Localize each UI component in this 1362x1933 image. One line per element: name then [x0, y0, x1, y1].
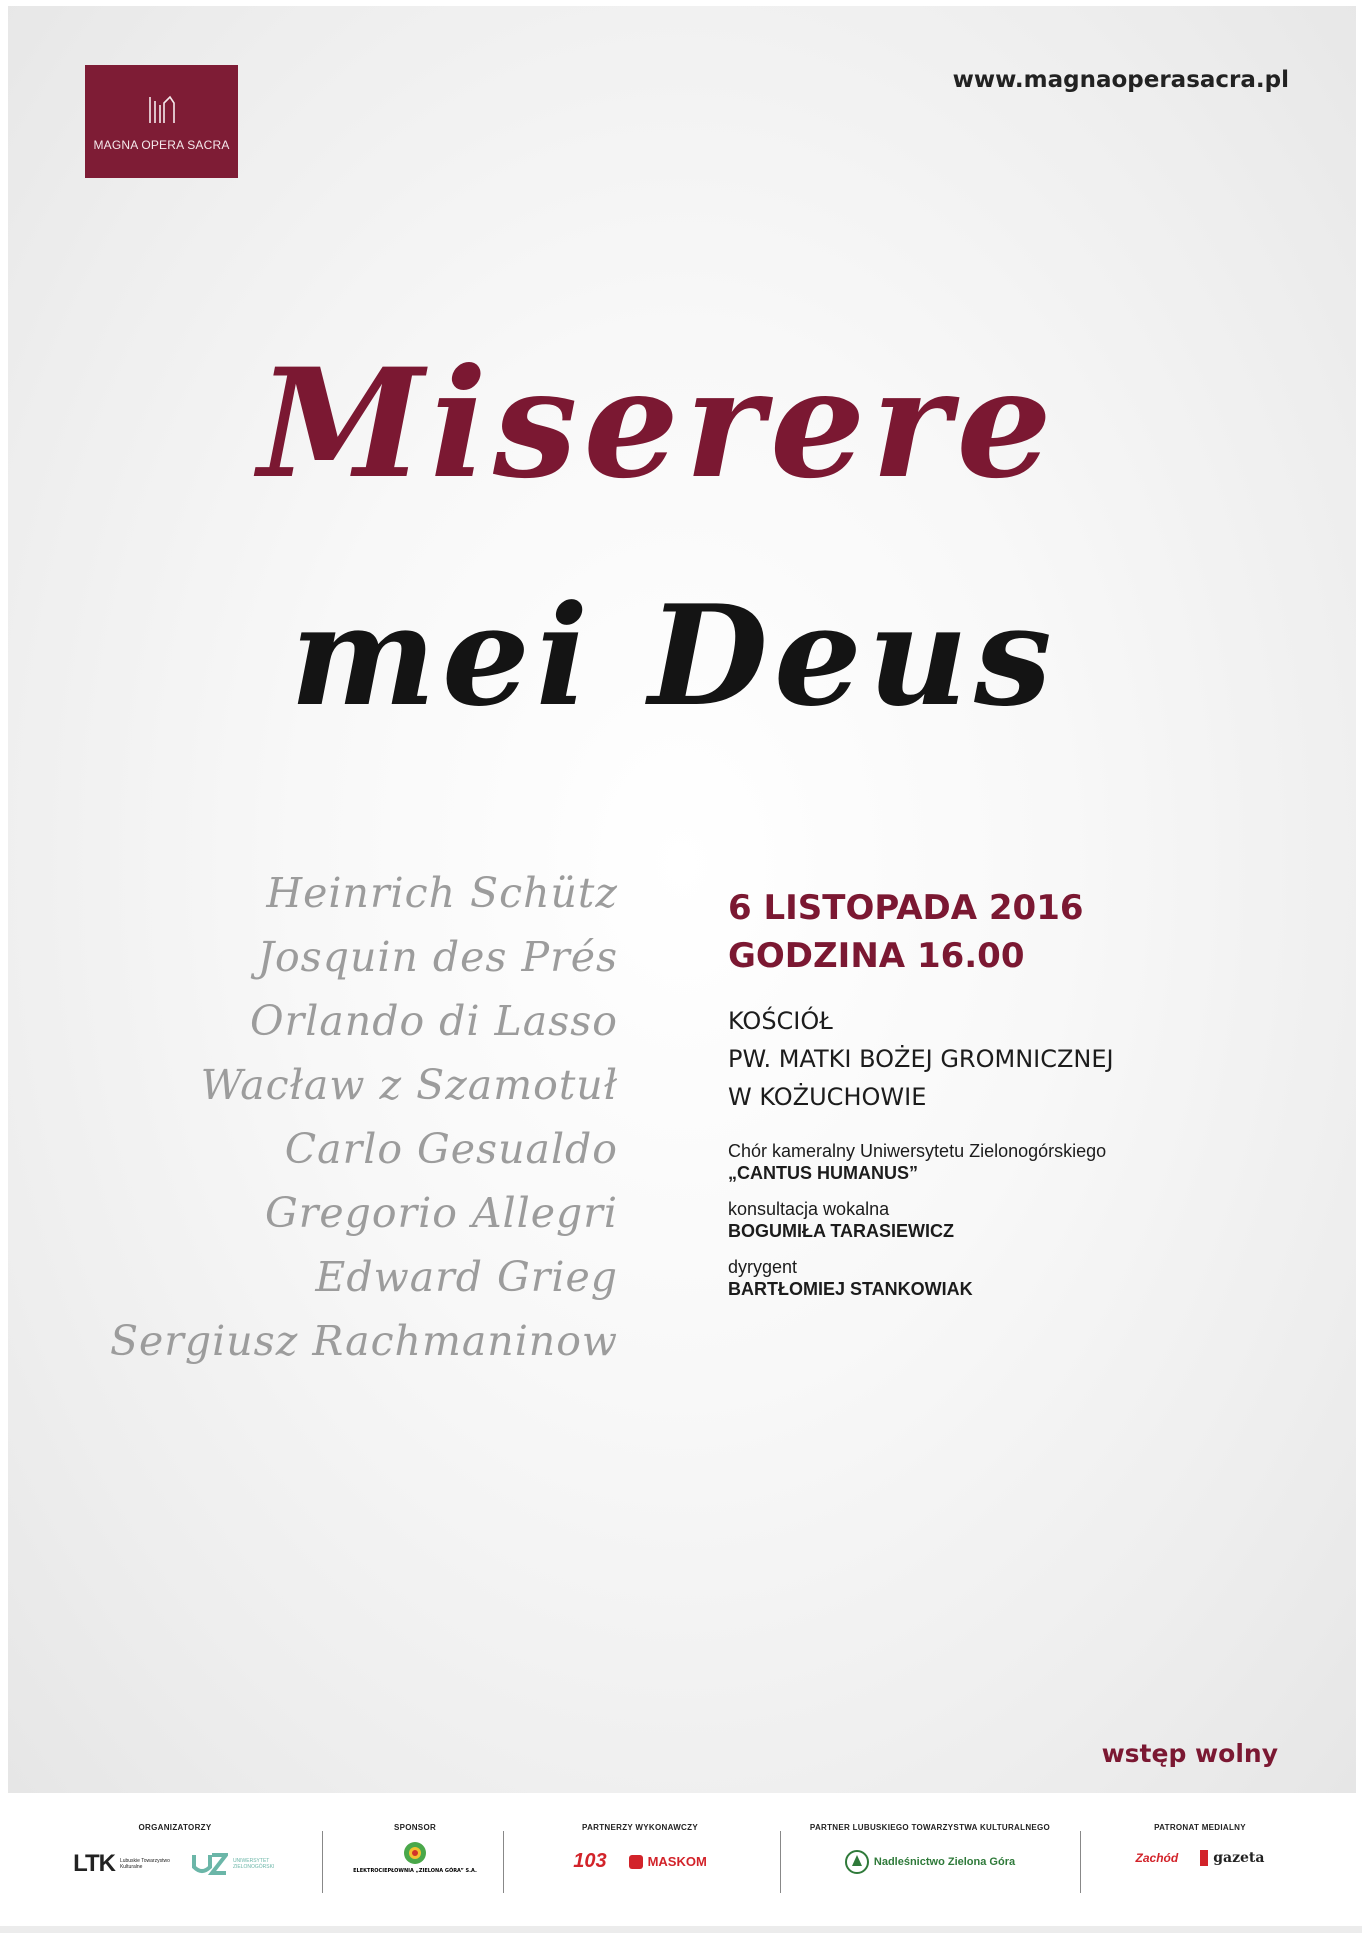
- forest-emblem-icon: [845, 1850, 869, 1874]
- venue-line: KOŚCIÓŁ: [728, 1007, 833, 1035]
- gazeta-icon: [1200, 1850, 1208, 1866]
- vocal-label: konsultacja wokalna: [728, 1199, 890, 1219]
- choir-info: [728, 1140, 1288, 1184]
- maskom-icon: [629, 1855, 643, 1869]
- separator: [1080, 1831, 1081, 1893]
- venue-line: PW. MATKI BOŻEJ GROMNICZNEJ: [728, 1045, 1114, 1073]
- maskom-logo: MASKOM: [629, 1854, 707, 1869]
- choir-label: Chór kameralny Uniwersytetu Zielonogórskiego: [728, 1141, 1107, 1161]
- sponsor-emblem-icon: [402, 1840, 428, 1866]
- vocal-name: BOGUMIŁA TARASIEWICZ: [728, 1221, 954, 1241]
- sponsor-title: SPONSOR: [393, 1823, 437, 1832]
- title-miserere: Miserere: [258, 336, 1058, 512]
- event-date: 6 LISTOPADA 2016: [728, 888, 1084, 928]
- vocal-consultation: [728, 1198, 1288, 1242]
- forest-district-logo: Nadleśnictwo Zielona Góra: [845, 1850, 1015, 1874]
- composer-list: [98, 861, 618, 1373]
- composer-item: Josquin des Prés: [257, 933, 618, 981]
- composer-item: Gregorio Allegri: [264, 1189, 618, 1237]
- composer-item: Wacław z Szamotuł: [200, 1061, 618, 1109]
- partners-bar: [0, 1793, 1362, 1933]
- sponsor-group: SPONSOR ELEKTROCIEPŁOWNIA „ZIELONA GÓRA” S.A.: [330, 1823, 500, 1913]
- composer-item: Edward Grieg: [315, 1253, 618, 1301]
- ltk-partner-title: PARTNER LUBUSKIEGO TOWARZYSTWA KULTURALNEGO: [809, 1823, 1051, 1832]
- organizers-group: [40, 1823, 310, 1913]
- performing-partners-group: [510, 1823, 770, 1913]
- uz-logo: UNIWERSYTET ZIELONOGÓRSKI: [192, 1851, 277, 1877]
- choir-name: „CANTUS HUMANUS”: [728, 1163, 918, 1183]
- logo-text: MAGNA OPERA SACRA: [93, 138, 230, 152]
- uz-emblem-icon: [192, 1851, 228, 1877]
- magna-opera-sacra-logo: [85, 65, 238, 178]
- conductor-label: dyrygent: [728, 1257, 798, 1277]
- composer-item: Carlo Gesualdo: [284, 1125, 618, 1173]
- separator: [322, 1831, 323, 1893]
- bottom-strip: [0, 1926, 1362, 1933]
- conductor-info: [728, 1256, 1288, 1300]
- organ-pipes-icon: [147, 95, 177, 125]
- gazeta-logo: gazeta: [1200, 1850, 1264, 1866]
- ltk-partner-group: [785, 1823, 1075, 1913]
- composer-item: Heinrich Schütz: [266, 869, 618, 917]
- event-time: GODZINA 16.00: [728, 936, 1025, 976]
- media-patrons-group: [1085, 1823, 1315, 1913]
- separator: [503, 1831, 504, 1893]
- radio-zachod-logo: Zachód: [1135, 1851, 1179, 1865]
- composer-item: Orlando di Lasso: [250, 997, 618, 1045]
- event-info: [728, 884, 1288, 1300]
- separator: [780, 1831, 781, 1893]
- ltk-logo: LTK Lubuskie Towarzystwo Kulturalne: [73, 1850, 170, 1877]
- title-mei-deus: mei Deus: [290, 574, 1058, 737]
- composer-item: Sergiusz Rachmaninow: [109, 1317, 618, 1365]
- radio-103-logo: 103: [573, 1850, 607, 1872]
- performing-title: PARTNERZY WYKONAWCZY: [582, 1823, 698, 1832]
- venue-line: W KOŻUCHOWIE: [728, 1083, 927, 1111]
- conductor-name: BARTŁOMIEJ STANKOWIAK: [728, 1279, 973, 1299]
- admission-note: wstęp wolny: [1101, 1739, 1278, 1768]
- website-link[interactable]: www.magnaoperasacra.pl: [952, 67, 1289, 93]
- media-title: PATRONAT MEDIALNY: [1154, 1823, 1246, 1832]
- organizers-title: ORGANIZATORZY: [138, 1823, 212, 1832]
- event-venue: [728, 1002, 1288, 1116]
- poster: [8, 6, 1356, 1793]
